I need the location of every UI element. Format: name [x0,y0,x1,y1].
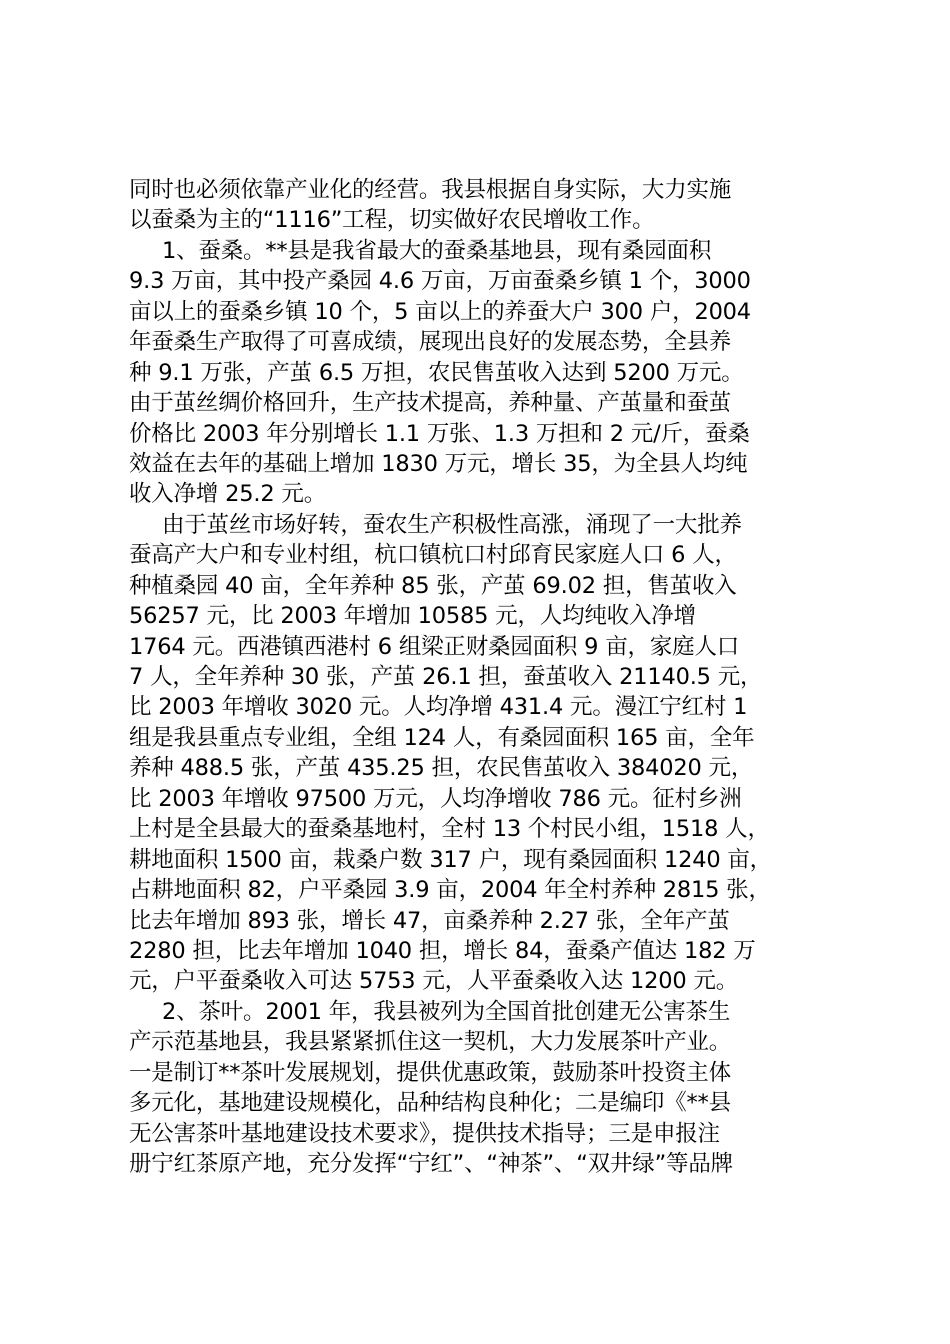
text-line: 年蚕桑生产取得了可喜成绩，展现出良好的发展态势，全县养 [129,329,732,356]
text-line: 效益在去年的基础上增加 1830 万元，增长 35，为全县人均纯 [129,450,748,477]
text-line: 元，户平蚕桑收入可达 5753 元，人平蚕桑收入达 1200 元。 [129,968,739,995]
section-heading-line: 1、蚕桑。**县是我省最大的蚕桑基地县，现有桑园面积 [162,237,712,264]
paragraph-start-line: 由于茧丝市场好转，蚕农生产积极性高涨，涌现了一大批养 [162,511,742,538]
text-line: 种 9.1 万张，产茧 6.5 万担，农民售茧收入达到 5200 万元。 [129,359,744,386]
text-line: 组是我县重点专业组，全组 124 人，有桑园面积 165 亩，全年 [129,724,755,751]
text-line: 比去年增加 893 张，增长 47，亩桑养种 2.27 张，全年产茧 [129,907,730,934]
text-line: 比 2003 年增收 97500 万元，人均净增收 786 元。征村乡洲 [129,785,742,812]
text-line: 价格比 2003 年分别增长 1.1 万张、1.3 万担和 2 元/斤，蚕桑 [129,420,750,447]
section-heading-line: 2、茶叶。2001 年，我县被列为全国首批创建无公害茶生 [162,998,731,1025]
text-line: 无公害茶叶基地建设技术要求》，提供技术指导；三是申报注 [129,1120,720,1147]
text-line: 收入净增 25.2 元。 [129,481,327,508]
text-line: 多元化，基地建设规模化，品种结构良种化；二是编印《**县 [129,1090,731,1117]
text-line: 亩以上的蚕桑乡镇 10 个，5 亩以上的养蚕大户 300 户，2004 [129,298,751,325]
text-line: 由于茧丝绸价格回升，生产技术提高，养种量、产茧量和蚕茧 [129,390,732,417]
text-line: 种植桑园 40 亩，全年养种 85 张，产茧 69.02 担，售茧收入 [129,572,737,599]
text-line: 耕地面积 1500 亩，栽桑户数 317 户，现有桑园面积 1240 亩， [129,846,772,873]
text-line: 册宁红茶原产地，充分发挥“宁红”、“神茶”、“双井绿”等品牌 [129,1151,733,1177]
text-line: 同时也必须依靠产业化的经营。我县根据自身实际，大力实施 [129,177,732,203]
text-line: 养种 488.5 张，产茧 435.25 担，农民售茧收入 384020 元， [129,755,754,782]
text-line: 1764 元。西港镇西港村 6 组梁正财桑园面积 9 亩，家庭人口 [129,633,740,660]
text-line: 上村是全县最大的蚕桑基地村，全村 13 个村民小组，1518 人， [129,816,770,843]
text-line: 比 2003 年增收 3020 元。人均净增 431.4 元。漫江宁红村 1 [129,694,748,721]
text-line: 2280 担，比去年增加 1040 担，增长 84，蚕桑产值达 182 万 [129,937,756,964]
body-text [129,175,854,1179]
text-line: 56257 元，比 2003 年增加 10585 元，人均纯收入净增 [129,603,696,630]
text-line: 7 人，全年养种 30 张，产茧 26.1 担，蚕茧收入 21140.5 元， [129,664,763,690]
text-line: 9.3 万亩，其中投产桑园 4.6 万亩，万亩蚕桑乡镇 1 个，3000 [129,268,751,295]
text-line: 占耕地面积 82，户平桑园 3.9 亩，2004 年全村养种 2815 张， [129,877,771,904]
text-line: 蚕高产大户和专业村组，杭口镇杭口村邱育民家庭人口 6 人， [129,542,737,569]
text-line: 产示范基地县，我县紧紧抓住这一契机，大力发展茶叶产业。 [129,1029,732,1056]
text-line: 以蚕桑为主的“1116”工程，切实做好农民增收工作。 [129,207,655,234]
text-line: 一是制订**茶叶发展规划，提供优惠政策，鼓励茶叶投资主体 [129,1059,731,1086]
